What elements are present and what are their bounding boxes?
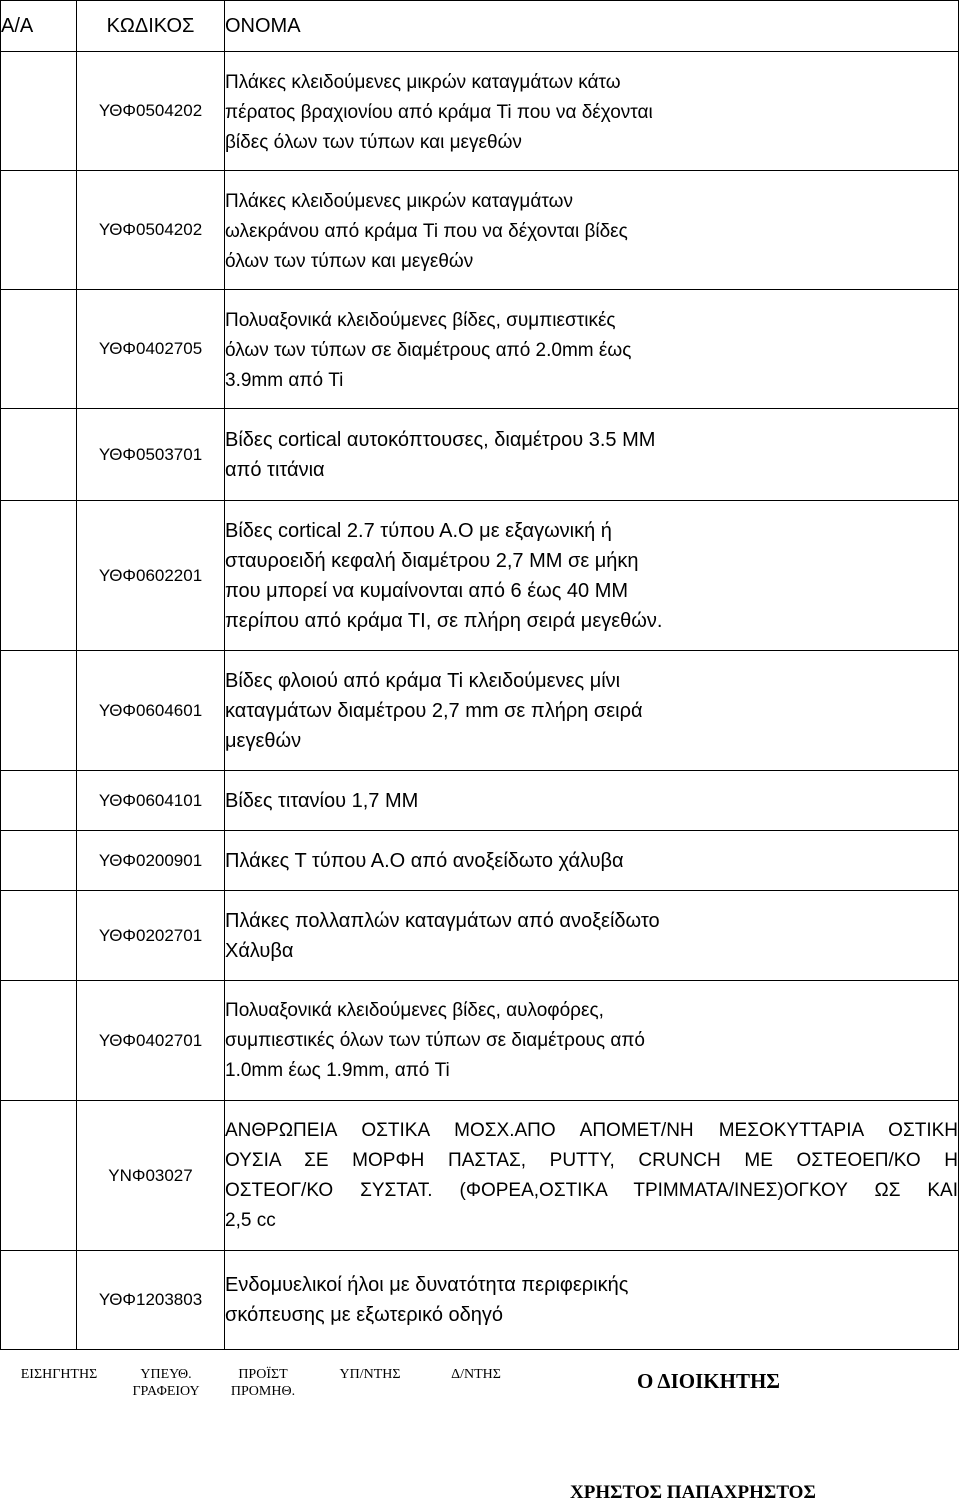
row-name-line: καταγμάτων διαμέτρου 2,7 mm σε πλήρη σειρά bbox=[225, 699, 643, 722]
signature-ypeuth bbox=[118, 1366, 214, 1400]
row-code: ΥΘΦ1203803 bbox=[77, 1251, 225, 1350]
row-name-line: Βίδες cortical 2.7 τύπου Α.Ο με εξαγωνική ή bbox=[225, 519, 612, 542]
row-code: ΥΘΦ0402701 bbox=[77, 981, 225, 1101]
row-name-line: ωλεκράνου από κράμα Ti που να δέχονται βίδες bbox=[225, 221, 628, 242]
row-name bbox=[225, 290, 959, 409]
row-name-line: που μπορεί να κυμαίνονται από 6 έως 40 ΜΜ bbox=[225, 579, 629, 602]
row-name bbox=[225, 501, 959, 651]
table-row bbox=[1, 981, 959, 1101]
row-name-line: 2,5 cc bbox=[225, 1209, 276, 1231]
row-name bbox=[225, 771, 959, 831]
row-aa-cell bbox=[1, 409, 77, 501]
signature-ypeuth-line2: ΓΡΑΦΕΙΟΥ bbox=[132, 1384, 200, 1399]
row-name-line: 1.0mm έως 1.9mm, από Ti bbox=[225, 1059, 450, 1081]
director-title: Ο ΔΙΟΙΚΗΤΗΣ bbox=[637, 1369, 781, 1393]
row-code: ΥΘΦ0503701 bbox=[77, 409, 225, 501]
row-name-line: Πλάκες πολλαπλών καταγμάτων από ανοξείδωτο bbox=[225, 909, 660, 932]
row-name-line: από τιτάνια bbox=[225, 458, 325, 481]
signature-ypeuth-line1: ΥΠΕΥΘ. bbox=[140, 1367, 192, 1382]
row-code: ΥΘΦ0604601 bbox=[77, 651, 225, 771]
row-name-line: βίδες όλων των τύπων και μεγεθών bbox=[225, 132, 522, 153]
row-name bbox=[225, 651, 959, 771]
row-name bbox=[225, 831, 959, 891]
row-name-line: Πλάκες Τ τύπου Α.Ο από ανοξείδωτο χάλυβα bbox=[225, 849, 624, 872]
row-name-line: σταυροειδή κεφαλή διαμέτρου 2,7 ΜΜ σε μήκη bbox=[225, 549, 639, 572]
signature-proist-line1: ΠΡΟΪΣΤ bbox=[238, 1367, 288, 1382]
director-name: ΧΡΗΣΤΟΣ ΠΑΠΑΧΡΗΣΤΟΣ bbox=[570, 1482, 816, 1503]
row-name bbox=[225, 409, 959, 501]
table-row bbox=[1, 1101, 959, 1251]
row-code: ΥΘΦ0402705 bbox=[77, 290, 225, 409]
row-name-line: ΟΣΤΕΟΓ/ΚΟ ΣΥΣΤΑΤ. (ΦΟΡΕΑ,ΟΣΤΙΚΑ ΤΡΙΜΜΑΤΑ/ΙΝΕΣ)ΟΓΚΟΥ ΩΣ ΚΑΙ bbox=[225, 1179, 958, 1201]
row-code: ΥΘΦ0504202 bbox=[77, 52, 225, 171]
row-code: ΥΘΦ0200901 bbox=[77, 831, 225, 891]
row-name-line: Χάλυβα bbox=[225, 939, 294, 962]
row-aa-cell bbox=[1, 771, 77, 831]
row-name-line: Πολυαξονικά κλειδούμενες βίδες, αυλοφόρες, bbox=[225, 999, 604, 1021]
row-aa-cell bbox=[1, 651, 77, 771]
row-name-line: σκόπευσης με εξωτερικό οδηγό bbox=[225, 1304, 504, 1326]
table-row bbox=[1, 651, 959, 771]
row-name-line: Πλάκες κλειδούμενες μικρών καταγμάτων bbox=[225, 191, 573, 212]
signature-proist bbox=[222, 1366, 304, 1400]
row-aa-cell bbox=[1, 290, 77, 409]
header-aa: Α/Α bbox=[1, 1, 77, 52]
row-name-line: ΟΥΣΙΑ ΣΕ ΜΟΡΦΗ ΠΑΣΤΑΣ, PUTTY, CRUNCH ΜΕ ΟΣΤΕΟΕΠ/ΚΟ Η bbox=[225, 1149, 958, 1171]
row-name-line: όλων των τύπων και μεγεθών bbox=[225, 251, 474, 272]
row-name bbox=[225, 981, 959, 1101]
table-row bbox=[1, 501, 959, 651]
row-code: ΥΘΦ0504202 bbox=[77, 171, 225, 290]
row-aa-cell bbox=[1, 1101, 77, 1251]
row-aa-cell bbox=[1, 981, 77, 1101]
signature-dntis bbox=[440, 1366, 512, 1383]
row-name-line: Βίδες τιτανίου 1,7 ΜΜ bbox=[225, 789, 419, 812]
table-header-row bbox=[1, 1, 959, 52]
row-name-line: Βίδες φλοιού από κράμα Ti κλειδούμενες μίνι bbox=[225, 669, 621, 692]
row-name-line: συμπιεστικές όλων των τύπων σε διαμέτρους από bbox=[225, 1029, 645, 1051]
row-name-line: ΑΝΘΡΩΠΕΙΑ ΟΣΤΙΚΑ ΜΟΣΧ.ΑΠΟ ΑΠΟΜΕΤ/ΝΗ ΜΕΣΟΚΥΤΤΑΡΙΑ ΟΣΤΙΚΗ bbox=[225, 1119, 958, 1141]
table-row bbox=[1, 409, 959, 501]
table-row bbox=[1, 171, 959, 290]
row-name bbox=[225, 891, 959, 981]
signature-ypdntis-label: ΥΠ/ΝΤΗΣ bbox=[339, 1367, 401, 1382]
row-name bbox=[225, 171, 959, 290]
row-aa-cell bbox=[1, 501, 77, 651]
row-name-line: όλων των τύπων σε διαμέτρους από 2.0mm έως bbox=[225, 340, 632, 361]
row-name-line: πέρατος βραχιονίου από κράμα Ti που να δέχονται bbox=[225, 102, 653, 123]
row-name-line: Πλάκες κλειδούμενες μικρών καταγμάτων κάτω bbox=[225, 72, 621, 93]
row-name-line: 3.9mm από Ti bbox=[225, 370, 344, 391]
row-aa-cell bbox=[1, 171, 77, 290]
signature-eisigitis-label: ΕΙΣΗΓΗΤΗΣ bbox=[20, 1367, 98, 1382]
table-row bbox=[1, 52, 959, 171]
row-name-line: Ενδομυελικοί ήλοι με δυνατότητα περιφερικής bbox=[225, 1274, 629, 1296]
row-name bbox=[225, 1101, 959, 1251]
row-name bbox=[225, 52, 959, 171]
header-name: ΟΝΟΜΑ bbox=[225, 1, 959, 52]
table-row bbox=[1, 891, 959, 981]
row-name-line: Πολυαξονικά κλειδούμενες βίδες, συμπιεστικές bbox=[225, 310, 616, 331]
header-code: ΚΩΔΙΚΟΣ bbox=[77, 1, 225, 52]
row-code: ΥΘΦ0604101 bbox=[77, 771, 225, 831]
table-row bbox=[1, 1251, 959, 1350]
row-code: ΥΘΦ0202701 bbox=[77, 891, 225, 981]
row-code: ΥΘΦ0602201 bbox=[77, 501, 225, 651]
row-name bbox=[225, 1251, 959, 1350]
table-row bbox=[1, 771, 959, 831]
signature-dntis-label: Δ/ΝΤΗΣ bbox=[451, 1367, 501, 1382]
row-aa-cell bbox=[1, 52, 77, 171]
table-row bbox=[1, 831, 959, 891]
row-code: ΥΝΦ03027 bbox=[77, 1101, 225, 1251]
row-aa-cell bbox=[1, 831, 77, 891]
table-row bbox=[1, 290, 959, 409]
signature-proist-line2: ΠΡΟΜΗΘ. bbox=[230, 1384, 296, 1399]
row-aa-cell bbox=[1, 891, 77, 981]
signature-eisigitis bbox=[14, 1366, 104, 1383]
row-aa-cell bbox=[1, 1251, 77, 1350]
row-name-line: μεγεθών bbox=[225, 729, 302, 752]
row-name-line: περίπου από κράμα ΤΙ, σε πλήρη σειρά μεγεθών. bbox=[225, 609, 663, 632]
signature-ypdntis bbox=[330, 1366, 410, 1383]
row-name-line: Βίδες cortical αυτοκόπτουσες, διαμέτρου 3.5 ΜΜ bbox=[225, 428, 656, 451]
